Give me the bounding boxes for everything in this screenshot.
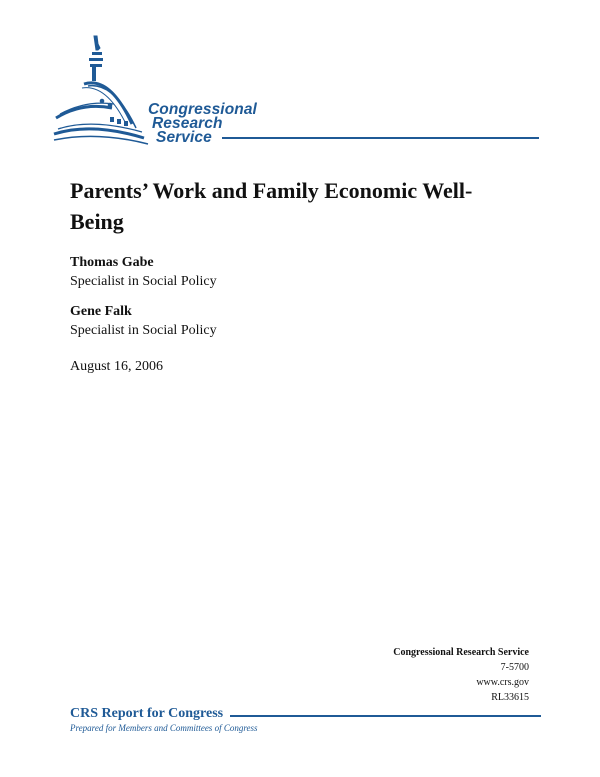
footer-title: CRS Report for Congress: [70, 706, 224, 721]
logo-line-service: Service: [156, 129, 212, 146]
logo-line-research: Research: [152, 115, 223, 132]
website-link[interactable]: www.crs.gov: [476, 677, 529, 688]
report-title: Parents’ Work and Family Economic Well-Being: [70, 178, 473, 234]
capitol-dome-icon: [52, 34, 152, 149]
report-date: August 16, 2006: [70, 359, 163, 374]
crs-logo: [52, 34, 272, 149]
header-rule: [222, 137, 539, 139]
crs-contact-block: [393, 645, 529, 705]
logo-line-congressional: Congressional: [148, 101, 257, 118]
organization-name: Congressional Research Service: [393, 647, 529, 658]
author-role: Specialist in Social Policy: [70, 274, 217, 289]
phone-number: 7-5700: [500, 662, 529, 673]
author-role: Specialist in Social Policy: [70, 323, 217, 338]
report-number: RL33615: [491, 692, 529, 703]
footer-subtitle: Prepared for Members and Committees of Congress: [70, 723, 258, 733]
author-name: Gene Falk: [70, 304, 132, 319]
footer-rule: [230, 715, 541, 717]
author-name: Thomas Gabe: [70, 255, 154, 270]
